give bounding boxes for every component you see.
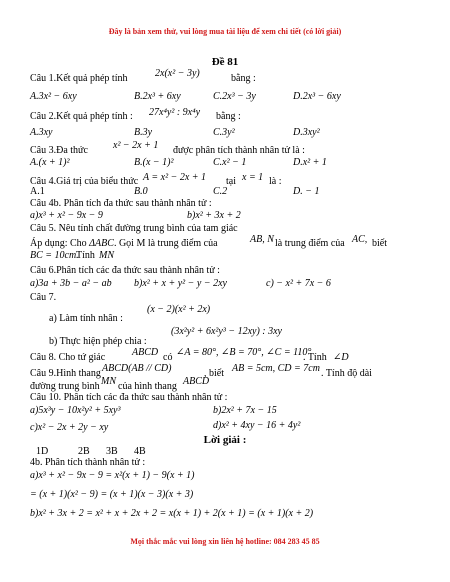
q2-tail: bằng : <box>216 111 241 122</box>
q2-choice-a: A.3xy <box>30 127 53 138</box>
q2-choice-b: B.3y <box>134 127 153 138</box>
question-2: Câu 2.Kết quả phép tính : <box>30 111 133 122</box>
exam-title: Đề 81 <box>211 56 239 68</box>
question-5: Câu 5. Nêu tính chất đường trung bình của tam giác <box>30 223 238 234</box>
q10-part-b: b)2x² + 7x − 15 <box>213 405 277 416</box>
solution-line-1: a)x³ + x² − 9x − 9 = x²(x + 1) − 9(x + 1) <box>30 470 195 481</box>
q4b-part-b: b)x² + 3x + 2 <box>187 210 241 221</box>
q4-choice-a: A.1 <box>30 186 45 197</box>
question-8: Câu 8. Cho tứ giác <box>30 352 106 363</box>
q4-expression: A = x² − 2x + 1 <box>143 172 207 183</box>
q8-ask: ∠D <box>333 352 349 363</box>
q5-bc: BC = 10cm. <box>30 250 79 261</box>
q7-b-expression: (3x²y² + 6x²y³ − 12xy) : 3xy <box>171 326 282 337</box>
q1-choice-c: C.2x³ − 3y <box>213 91 256 102</box>
q5-apply: Áp dụng: Cho ΔABC. Gọi M là trung điểm của <box>30 238 218 249</box>
q3-choice-c: C.x² − 1 <box>213 157 247 168</box>
q5-ask: Tính <box>76 250 95 261</box>
q2-expression: 27x⁴y² : 9x⁴y <box>149 107 201 118</box>
q7-a-expression: (x − 2)(x² + 2x) <box>147 304 211 315</box>
q4-choice-b: B.0 <box>134 186 148 197</box>
question-4: Câu 4.Giá trị của biểu thức <box>30 176 139 187</box>
q4-mid: tại <box>226 176 236 187</box>
q1-tail: bằng : <box>231 73 256 84</box>
answer-3: 3B <box>106 446 118 457</box>
q3-expression: x² − 2x + 1 <box>113 140 159 151</box>
q4b-part-a: a)x³ + x² − 9x − 9 <box>30 210 103 221</box>
q2-choice-c: C.3y² <box>213 127 235 138</box>
q5-midpoint-text: là trung điểm của <box>275 238 345 249</box>
q8-tail: . Tính <box>303 352 327 363</box>
q8-quad: ABCD <box>132 347 159 358</box>
q9-shape: ABCD(AB // CD) <box>102 363 172 374</box>
q2-choice-d: D.3xy² <box>293 127 320 138</box>
q5-segment-ab: AB, N <box>250 234 274 245</box>
q8-angles: ∠A = 80°, ∠B = 70°, ∠C = 110° <box>176 347 312 358</box>
q9-mid: , biết <box>204 368 224 379</box>
q3-choice-a: A.(x + 1)² <box>30 157 70 168</box>
solution-line-3: b)x² + 3x + 2 = x² + x + 2x + 2 = x(x + 1) + 2(x + 1) = (x + 1)(x + 2) <box>30 508 314 519</box>
question-4b: Câu 4b. Phân tích đa thức sau thành nhân tử : <box>30 198 212 209</box>
q9-abcd: ABCD <box>183 376 210 387</box>
question-3: Câu 3.Đa thức <box>30 145 88 156</box>
q1-expression: 2x(x² − 3y) <box>155 68 200 79</box>
q3-tail: được phân tích thành nhân tử là : <box>173 145 305 156</box>
q10-part-d: d)x² + 4xy − 16 + 4y² <box>213 420 301 431</box>
q9-line2: đường trung bình <box>30 381 100 392</box>
q1-choice-d: D.2x³ − 6xy <box>293 91 341 102</box>
q10-part-c: c)x² − 2x + 2y − xy <box>30 422 109 433</box>
q4-value: x = 1 <box>242 172 264 183</box>
q3-choice-b: B.(x − 1)² <box>134 157 174 168</box>
q9-line2b: của hình thang <box>118 381 177 392</box>
q4-tail: là : <box>269 176 282 187</box>
q5-given: biết <box>372 238 387 249</box>
q9-given: AB = 5cm, CD = 7cm <box>232 363 320 374</box>
q6-part-c: c) − x² + 7x − 6 <box>266 278 331 289</box>
q4-choice-c: C.2 <box>213 186 228 197</box>
q3-choice-d: D.x² + 1 <box>293 157 327 168</box>
hotline-footer: Mọi thắc mắc vui lòng xin liên hệ hotline: 084 283 45 85 <box>130 537 320 546</box>
q6-part-b: b)x² + x + y² − y − 2xy <box>134 278 227 289</box>
q6-part-a: a)3a + 3b − a² − ab <box>30 278 112 289</box>
answer-1: 1D <box>36 446 49 457</box>
q4-choice-d: D. − 1 <box>293 186 320 197</box>
q7-part-a: a) Làm tính nhân : <box>49 313 123 324</box>
question-9: Câu 9.Hình thang <box>30 368 101 379</box>
question-7: Câu 7. <box>30 292 57 303</box>
q1-choice-a: A.3x² − 6xy <box>30 91 77 102</box>
preview-banner: Đây là bản xem thử, vui lòng mua tài liệu để xem chi tiết (có lời giải) <box>108 27 342 36</box>
q8-mid: có <box>163 352 173 363</box>
q9-mn: MN <box>101 376 116 387</box>
q5-mn: MN <box>99 250 114 261</box>
question-1: Câu 1.Kết quả phép tính <box>30 73 128 84</box>
solution-title: Lời giải : <box>203 434 247 446</box>
answer-4: 4B <box>134 446 146 457</box>
q7-part-b: b) Thực hiện phép chia : <box>49 336 147 347</box>
solution-heading: 4b. Phân tích thành nhân tử : <box>30 457 146 468</box>
q5-segment-ac: AC, <box>352 234 368 245</box>
question-6: Câu 6.Phân tích các đa thức sau thành nhân tử : <box>30 265 220 276</box>
answer-2: 2B <box>78 446 90 457</box>
question-10: Câu 10. Phân tích các đa thức sau thành nhân tử : <box>30 392 228 403</box>
solution-line-2: = (x + 1)(x² − 9) = (x + 1)(x − 3)(x + 3) <box>30 489 194 500</box>
q10-part-a: a)5x³y − 10x²y² + 5xy³ <box>30 405 121 416</box>
q9-tail: . Tính độ dài <box>321 368 372 379</box>
q1-choice-b: B.2x³ + 6xy <box>134 91 181 102</box>
